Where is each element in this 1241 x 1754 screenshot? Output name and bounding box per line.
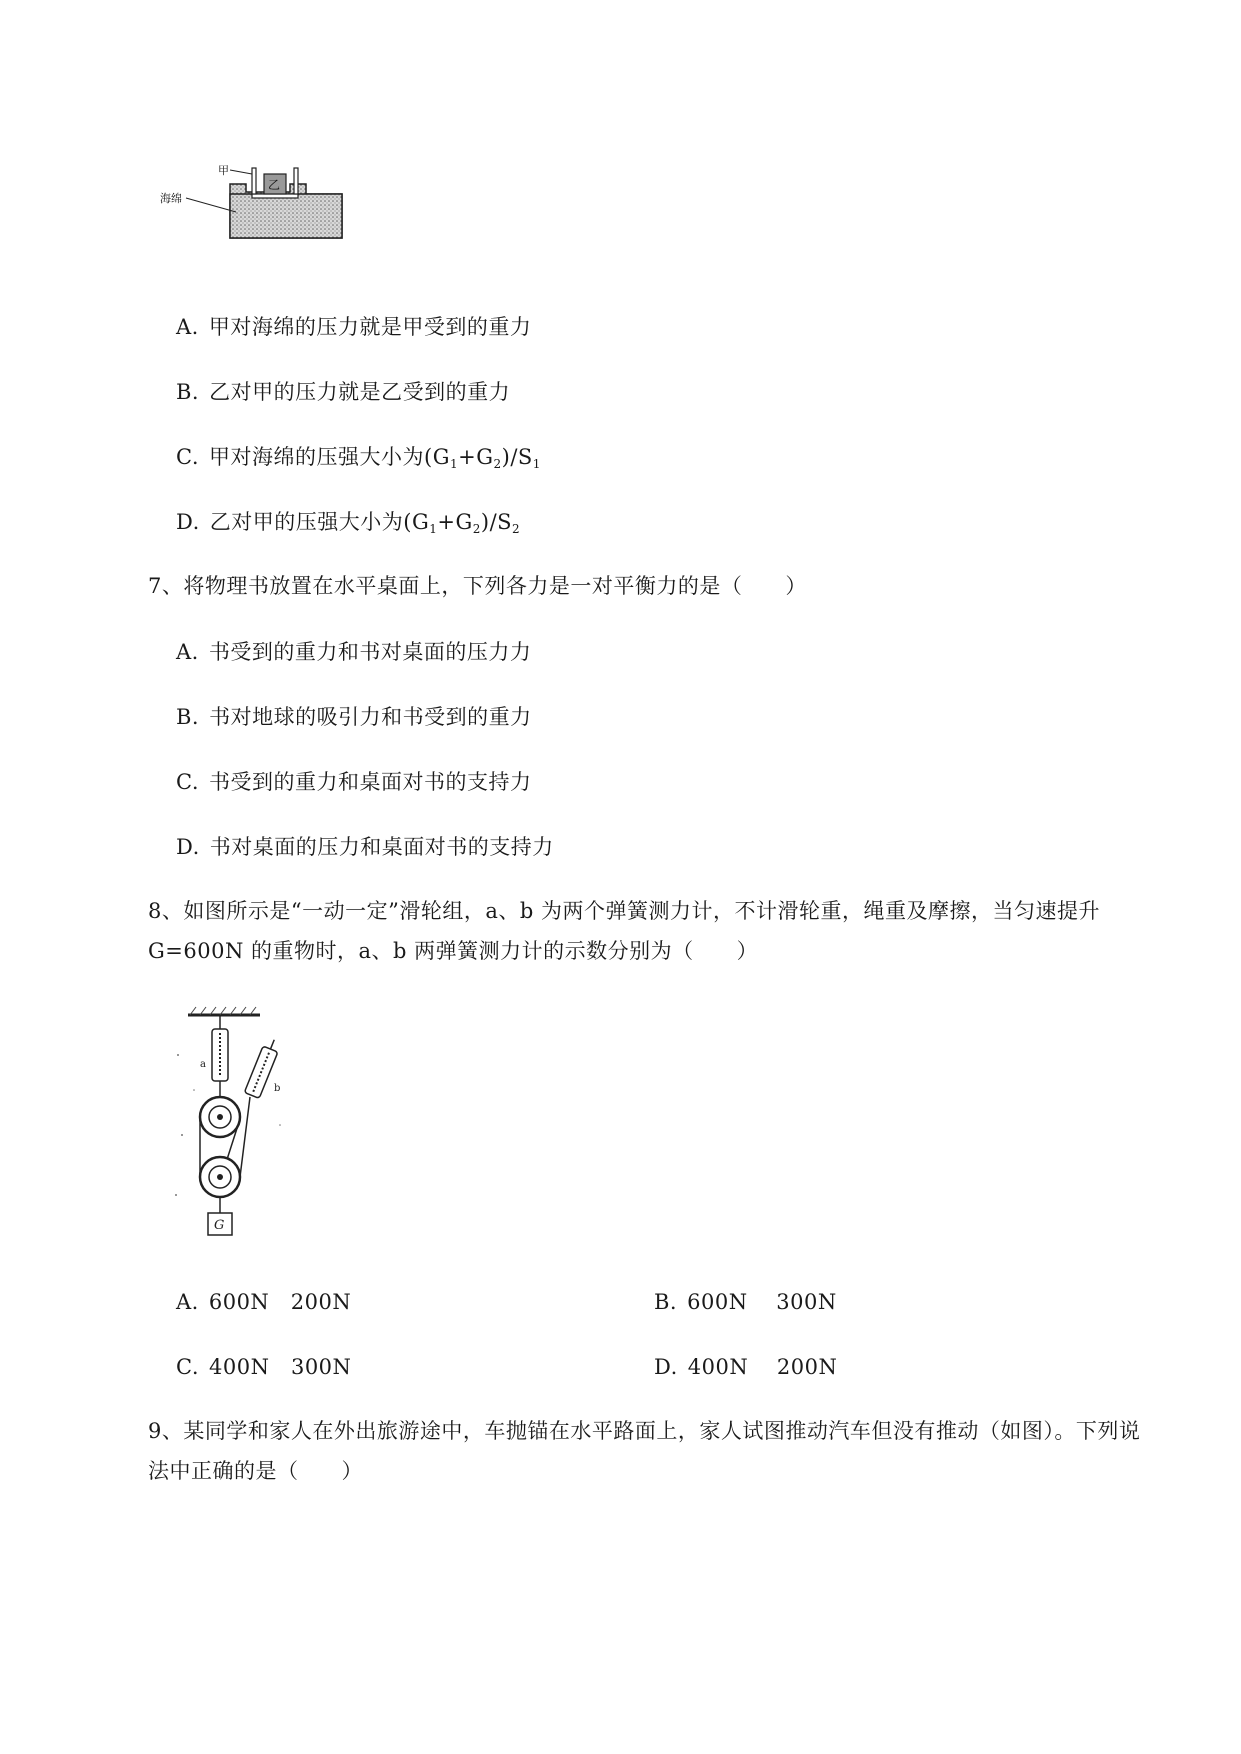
option-label: C. xyxy=(176,770,199,794)
label-sponge: 海绵 xyxy=(160,192,182,205)
option-text: 甲对海绵的压强大小为(G xyxy=(209,445,450,469)
option-text: 甲对海绵的压力就是甲受到的重力 xyxy=(208,315,532,339)
option-text: 书对桌面的压力和桌面对书的支持力 xyxy=(209,835,554,859)
option-text-tail: )/S xyxy=(480,510,513,534)
option-text: 400N 200N xyxy=(687,1355,838,1379)
option-label: C. xyxy=(176,445,199,469)
label-b: b xyxy=(274,1083,281,1094)
option-text: 书受到的重力和桌面对书的支持力 xyxy=(209,770,532,794)
q8-stem: 8、如图所示是“一动一定”滑轮组，a、b 为两个弹簧测力计，不计滑轮重，绳重及摩擦，当匀速提升 G=600N 的重物时，a、b 两弹簧测力计的示数分别为（ ） xyxy=(148,899,1100,963)
q6-option-d xyxy=(176,506,520,536)
option-label: A. xyxy=(176,315,199,339)
label-g: G xyxy=(214,1218,225,1233)
option-text: 600N 300N xyxy=(687,1290,837,1314)
label-a: a xyxy=(200,1059,206,1070)
q7-stem: 7、将物理书放置在水平桌面上，下列各力是一对平衡力的是（ ） xyxy=(148,574,807,598)
label-jia: 甲 xyxy=(218,164,229,177)
subscript: 1 xyxy=(449,457,459,471)
label-yi: 乙 xyxy=(268,178,281,192)
option-text: 乙对甲的压力就是乙受到的重力 xyxy=(209,380,511,404)
subscript: 1 xyxy=(532,457,541,471)
option-label: D. xyxy=(654,1355,678,1379)
option-label: B. xyxy=(176,380,200,404)
option-label: B. xyxy=(654,1290,678,1314)
option-text: 600N 200N xyxy=(208,1290,352,1314)
q9-stem: 9、某同学和家人在外出旅游途中，车抛锚在水平路面上，家人试图推动汽车但没有推动（如图）。下列说法中正确的是（ ） xyxy=(148,1419,1141,1483)
q7-option-b xyxy=(176,701,532,731)
q6-option-a xyxy=(176,311,531,341)
option-label: A. xyxy=(176,1290,199,1314)
option-text-tail: )/S xyxy=(501,445,533,469)
q6-option-b xyxy=(176,376,510,406)
q8-option-b xyxy=(654,1286,837,1316)
pulley-figure xyxy=(170,995,310,1240)
q7-option-d xyxy=(176,831,554,861)
q8-option-a xyxy=(176,1286,351,1316)
option-text-mid: +G xyxy=(437,510,473,534)
q8-option-c xyxy=(176,1351,351,1381)
q7-option-c xyxy=(176,766,532,796)
option-text: 400N 300N xyxy=(209,1355,352,1379)
option-text-mid: +G xyxy=(458,445,494,469)
subscript: 2 xyxy=(493,457,502,471)
option-text: 书对地球的吸引力和书受到的重力 xyxy=(209,705,532,729)
option-label: B. xyxy=(176,705,200,729)
option-label: D. xyxy=(176,835,200,859)
sponge-figure xyxy=(160,160,350,240)
q8-option-d xyxy=(654,1351,837,1381)
option-label: A. xyxy=(176,640,199,664)
option-text: 书受到的重力和书对桌面的压力力 xyxy=(208,640,532,664)
option-label: C. xyxy=(176,1355,199,1379)
option-text: 乙对甲的压强大小为(G xyxy=(209,510,430,534)
subscript: 2 xyxy=(472,522,481,536)
q7-option-a xyxy=(176,636,531,666)
subscript: 2 xyxy=(512,522,521,536)
option-label: D. xyxy=(176,510,200,534)
subscript: 1 xyxy=(429,522,438,536)
q6-option-c xyxy=(176,441,541,471)
